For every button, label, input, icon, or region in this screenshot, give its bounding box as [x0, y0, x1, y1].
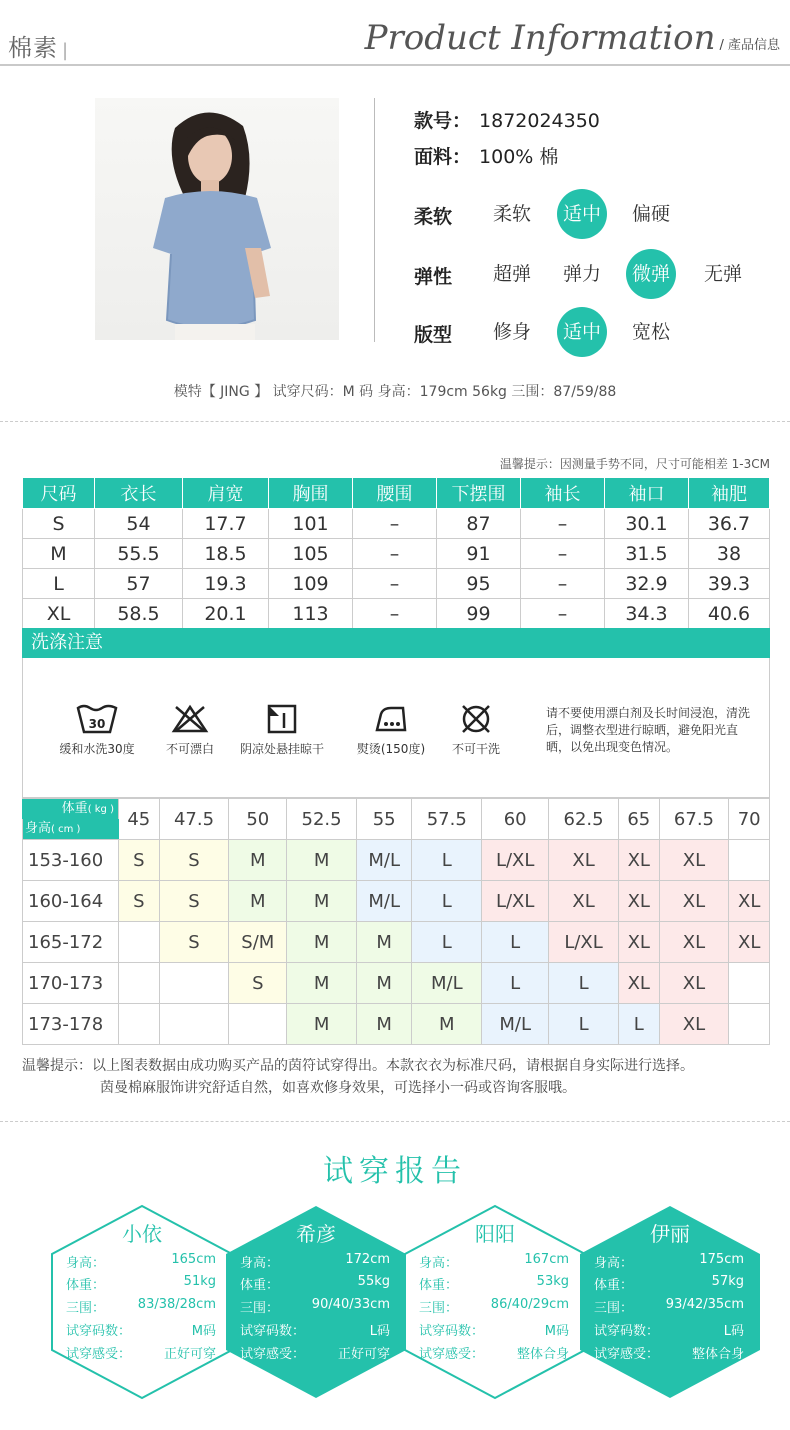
row-value: 51kg: [183, 1274, 216, 1289]
cell: 30.1: [605, 509, 689, 539]
attr-label: 柔软: [414, 206, 453, 228]
weight-col: 62.5: [549, 799, 619, 840]
cell: M: [23, 539, 95, 569]
row-value: L码: [723, 1324, 744, 1339]
attr-option-selected: 微弹: [626, 249, 676, 299]
size-cell: M/L: [356, 881, 411, 922]
cell: –: [353, 509, 437, 539]
weight-header-row: [23, 799, 770, 840]
wash-title: 洗涤注意: [22, 628, 770, 658]
size-cell: XL: [659, 963, 729, 1004]
size-cell: M: [229, 881, 287, 922]
attr-option: 超弹: [492, 263, 531, 285]
wash-temp-text: 30: [88, 717, 106, 731]
no-dry-clean-icon: [438, 704, 514, 757]
row-label: 试穿码数：: [419, 1324, 485, 1339]
cell: 91: [437, 539, 521, 569]
size-cell: S: [159, 881, 229, 922]
height-cell: 173-178: [23, 1004, 119, 1045]
attr-option: 无弹: [703, 263, 742, 285]
weight-col: 47.5: [159, 799, 229, 840]
size-cell: M: [356, 922, 411, 963]
recommend-tip: [22, 1055, 694, 1099]
height-cell: 165-172: [23, 922, 119, 963]
attr-option-selected: 适中: [557, 189, 607, 239]
cell: 31.5: [605, 539, 689, 569]
row-label: 试穿感受：: [66, 1347, 132, 1362]
size-cell: [119, 922, 160, 963]
col-header: 肩宽: [183, 478, 269, 509]
fabric-label: 面料：: [414, 146, 472, 168]
size-cell: XL: [729, 881, 770, 922]
size-cell: M: [229, 840, 287, 881]
cell: 17.7: [183, 509, 269, 539]
size-cell: [729, 1004, 770, 1045]
col-header: 胸围: [269, 478, 353, 509]
col-header: 衣长: [95, 478, 183, 509]
style-number: [414, 106, 600, 133]
row-label: 试穿感受：: [419, 1347, 485, 1362]
cell: 38: [689, 539, 770, 569]
size-cell: [729, 840, 770, 881]
size-cell: L: [412, 922, 482, 963]
wash-label: 熨烫(150度): [356, 742, 426, 756]
cell: 113: [269, 599, 353, 629]
style-label: 款号：: [414, 110, 472, 132]
row-label: 试穿感受：: [594, 1347, 660, 1362]
size-cell: M: [287, 963, 357, 1004]
cell: –: [521, 599, 605, 629]
iron-150-icon: [346, 704, 436, 757]
size-cell: XL: [618, 840, 659, 881]
cell: 105: [269, 539, 353, 569]
cell: 54: [95, 509, 183, 539]
size-cell: M: [287, 922, 357, 963]
size-cell: S: [159, 840, 229, 881]
size-recommend-table: [22, 798, 770, 1045]
size-cell: S: [159, 922, 229, 963]
row-value: 53kg: [536, 1274, 569, 1289]
row-value: 整体合身: [516, 1347, 569, 1362]
model-info: 模特【 JING 】 试穿尺码：M 码 身高：179cm 56kg 三围：87/59/88: [173, 384, 617, 400]
info-divider: [374, 98, 375, 342]
cell: 39.3: [689, 569, 770, 599]
table-row: [23, 599, 770, 629]
weight-col: 67.5: [659, 799, 729, 840]
row-label: 身高：: [66, 1256, 106, 1271]
table-row: [23, 840, 770, 881]
cell: 101: [269, 509, 353, 539]
weight-col: 70: [729, 799, 770, 840]
fit-report-title: 试穿报告: [323, 1154, 467, 1189]
size-cell: M: [356, 963, 411, 1004]
size-cell: L: [549, 963, 619, 1004]
no-bleach-icon: [150, 704, 230, 757]
wash-label: 不可干洗: [451, 742, 500, 756]
row-label: 试穿码数：: [66, 1324, 132, 1339]
row-value: 90/40/33cm: [311, 1297, 390, 1312]
cell: –: [353, 539, 437, 569]
table-row: [23, 539, 770, 569]
weight-col: 57.5: [412, 799, 482, 840]
row-value: 167cm: [524, 1252, 569, 1267]
size-cell: L/XL: [549, 922, 619, 963]
cell: –: [521, 509, 605, 539]
cell: 109: [269, 569, 353, 599]
fabric: [414, 142, 558, 169]
size-cell: L/XL: [482, 840, 549, 881]
size-cell: L: [482, 922, 549, 963]
weight-col: 45: [119, 799, 160, 840]
col-header: 尺码: [23, 478, 95, 509]
row-label: 试穿码数：: [240, 1324, 306, 1339]
brand-name: 棉素: [8, 34, 58, 62]
size-cell: M: [412, 1004, 482, 1045]
attr-option: 偏硬: [631, 203, 670, 225]
size-cell: XL: [618, 963, 659, 1004]
size-cell: L: [482, 963, 549, 1004]
weight-label: 体重( kg ): [22, 799, 118, 819]
weight-col: 65: [618, 799, 659, 840]
size-cell: XL: [618, 881, 659, 922]
cell: 20.1: [183, 599, 269, 629]
size-cell: M/L: [412, 963, 482, 1004]
table-row: [23, 509, 770, 539]
row-value: 57kg: [711, 1274, 744, 1289]
attr-label: 弹性: [414, 266, 453, 288]
wash-label: 不可漂白: [165, 742, 214, 756]
wash-label: 阴凉处悬挂晾干: [239, 742, 324, 756]
cell: 99: [437, 599, 521, 629]
weight-col: 55: [356, 799, 411, 840]
attr-option: 柔软: [492, 203, 531, 225]
product-photo: [95, 98, 339, 340]
size-cell: [229, 1004, 287, 1045]
attr-option: 修身: [492, 321, 531, 343]
page-subtitle: / 產品信息: [719, 38, 780, 53]
row-label: 身高：: [594, 1256, 634, 1271]
fit-card: [218, 1204, 414, 1400]
cell: XL: [23, 599, 95, 629]
size-cell: M/L: [482, 1004, 549, 1045]
cell: 40.6: [689, 599, 770, 629]
height-cell: 170-173: [23, 963, 119, 1004]
size-table-header: [23, 478, 770, 509]
section-divider: [0, 1121, 790, 1122]
size-cell: XL: [729, 922, 770, 963]
fit-card: [572, 1204, 768, 1400]
person-name: 伊丽: [650, 1222, 690, 1246]
wash-label: 缓和水洗30度: [59, 742, 135, 756]
row-label: 三围：: [66, 1301, 106, 1316]
page-title-text: Product Information: [364, 18, 716, 58]
size-cell: XL: [659, 840, 729, 881]
cell: 57: [95, 569, 183, 599]
row-value: 83/38/28cm: [137, 1297, 216, 1312]
row-value: M码: [544, 1324, 569, 1339]
wash-note: 请不要使用漂白剂及长时间浸泡，清洗后，调整衣型进行晾晒，避免阳光直晒，以免出现变色情况。: [546, 706, 751, 754]
row-label: 试穿码数：: [594, 1324, 660, 1339]
cell: 87: [437, 509, 521, 539]
col-header: 下摆围: [437, 478, 521, 509]
table-row: [23, 569, 770, 599]
col-header: 袖口: [605, 478, 689, 509]
row-value: M码: [191, 1324, 216, 1339]
attr-option: 弹力: [562, 263, 601, 285]
row-value: 55kg: [357, 1274, 390, 1289]
table-row: [23, 922, 770, 963]
cell: 58.5: [95, 599, 183, 629]
size-cell: XL: [549, 840, 619, 881]
cell: S: [23, 509, 95, 539]
cell: 95: [437, 569, 521, 599]
row-label: 身高：: [419, 1256, 459, 1271]
size-cell: S/M: [229, 922, 287, 963]
weight-col: 52.5: [287, 799, 357, 840]
size-cell: L/XL: [482, 881, 549, 922]
height-label: 身高( cm ): [23, 819, 119, 839]
person-name: 阳阳: [475, 1222, 515, 1246]
row-label: 体重：: [240, 1278, 280, 1293]
person-name: 小依: [122, 1222, 162, 1246]
size-cell: XL: [618, 922, 659, 963]
attr-option: 宽松: [631, 321, 670, 343]
height-cell: 153-160: [23, 840, 119, 881]
tip-line: 茵曼棉麻服饰讲究舒适自然，如喜欢修身效果，可选择小一码或咨询客服哦。: [100, 1080, 576, 1096]
brand-separator: |: [62, 40, 70, 61]
tip-line: 温馨提示：以上图表数据由成功购买产品的茵符试穿得出。本款衣衣为标准尺码，请根据自身实际进行选择。: [22, 1058, 694, 1074]
cell: 36.7: [689, 509, 770, 539]
row-value: 93/42/35cm: [665, 1297, 744, 1312]
row-label: 身高：: [240, 1256, 280, 1271]
size-cell: [729, 963, 770, 1004]
size-cell: S: [229, 963, 287, 1004]
weight-col: 50: [229, 799, 287, 840]
cell: –: [521, 569, 605, 599]
size-cell: M: [287, 881, 357, 922]
cell: –: [353, 569, 437, 599]
col-header: 腰围: [353, 478, 437, 509]
cell: 19.3: [183, 569, 269, 599]
row-value: 86/40/29cm: [490, 1297, 569, 1312]
table-row: [23, 881, 770, 922]
person-name: 希彦: [296, 1222, 336, 1246]
row-label: 体重：: [66, 1278, 106, 1293]
size-cell: XL: [659, 1004, 729, 1045]
page-title: [365, 18, 780, 58]
fabric-value: 100% 棉: [479, 146, 559, 168]
size-cell: [119, 1004, 160, 1045]
table-row: [23, 963, 770, 1004]
size-cell: M: [356, 1004, 411, 1045]
size-cell: XL: [659, 881, 729, 922]
row-value: 172cm: [345, 1252, 390, 1267]
size-tip: 温馨提示：因测量手势不同，尺寸可能相差 1-3CM: [499, 457, 770, 471]
row-value: 165cm: [171, 1252, 216, 1267]
row-value: 175cm: [699, 1252, 744, 1267]
size-cell: S: [119, 840, 160, 881]
height-cell: 160-164: [23, 881, 119, 922]
fit-card: [44, 1204, 240, 1400]
size-cell: [119, 963, 160, 1004]
size-cell: L: [549, 1004, 619, 1045]
corner-cell: [23, 799, 119, 840]
attr-label: 版型: [414, 324, 453, 346]
size-cell: L: [412, 840, 482, 881]
col-header: 袖长: [521, 478, 605, 509]
cell: 18.5: [183, 539, 269, 569]
cell: L: [23, 569, 95, 599]
row-value: 正好可穿: [337, 1347, 390, 1362]
cell: –: [521, 539, 605, 569]
row-label: 体重：: [594, 1278, 634, 1293]
size-cell: [159, 1004, 229, 1045]
cell: –: [353, 599, 437, 629]
row-label: 三围：: [419, 1301, 459, 1316]
col-header: 袖肥: [689, 478, 770, 509]
row-label: 体重：: [419, 1278, 459, 1293]
cell: 55.5: [95, 539, 183, 569]
size-cell: XL: [659, 922, 729, 963]
row-value: 整体合身: [691, 1347, 744, 1362]
brand-logo: [8, 28, 69, 63]
section-divider: [0, 421, 790, 422]
row-label: 三围：: [594, 1301, 634, 1316]
model-illustration: [95, 98, 339, 340]
row-label: 试穿感受：: [240, 1347, 306, 1362]
row-value: 正好可穿: [163, 1347, 216, 1362]
size-cell: [159, 963, 229, 1004]
size-table: [22, 477, 770, 629]
row-label: 三围：: [240, 1301, 280, 1316]
style-value: 1872024350: [479, 110, 600, 132]
row-value: L码: [369, 1324, 390, 1339]
cell: 32.9: [605, 569, 689, 599]
size-cell: M: [287, 840, 357, 881]
attr-option-selected: 适中: [557, 307, 607, 357]
size-cell: L: [618, 1004, 659, 1045]
size-cell: XL: [549, 881, 619, 922]
fit-card: [397, 1204, 593, 1400]
weight-col: 60: [482, 799, 549, 840]
wash-30-icon: [42, 704, 152, 757]
size-cell: S: [119, 881, 160, 922]
table-row: [23, 1004, 770, 1045]
size-cell: M/L: [356, 840, 411, 881]
cell: 34.3: [605, 599, 689, 629]
size-cell: M: [287, 1004, 357, 1045]
line-dry-shade-icon: [232, 704, 332, 757]
size-cell: L: [412, 881, 482, 922]
header-divider: [0, 64, 790, 66]
